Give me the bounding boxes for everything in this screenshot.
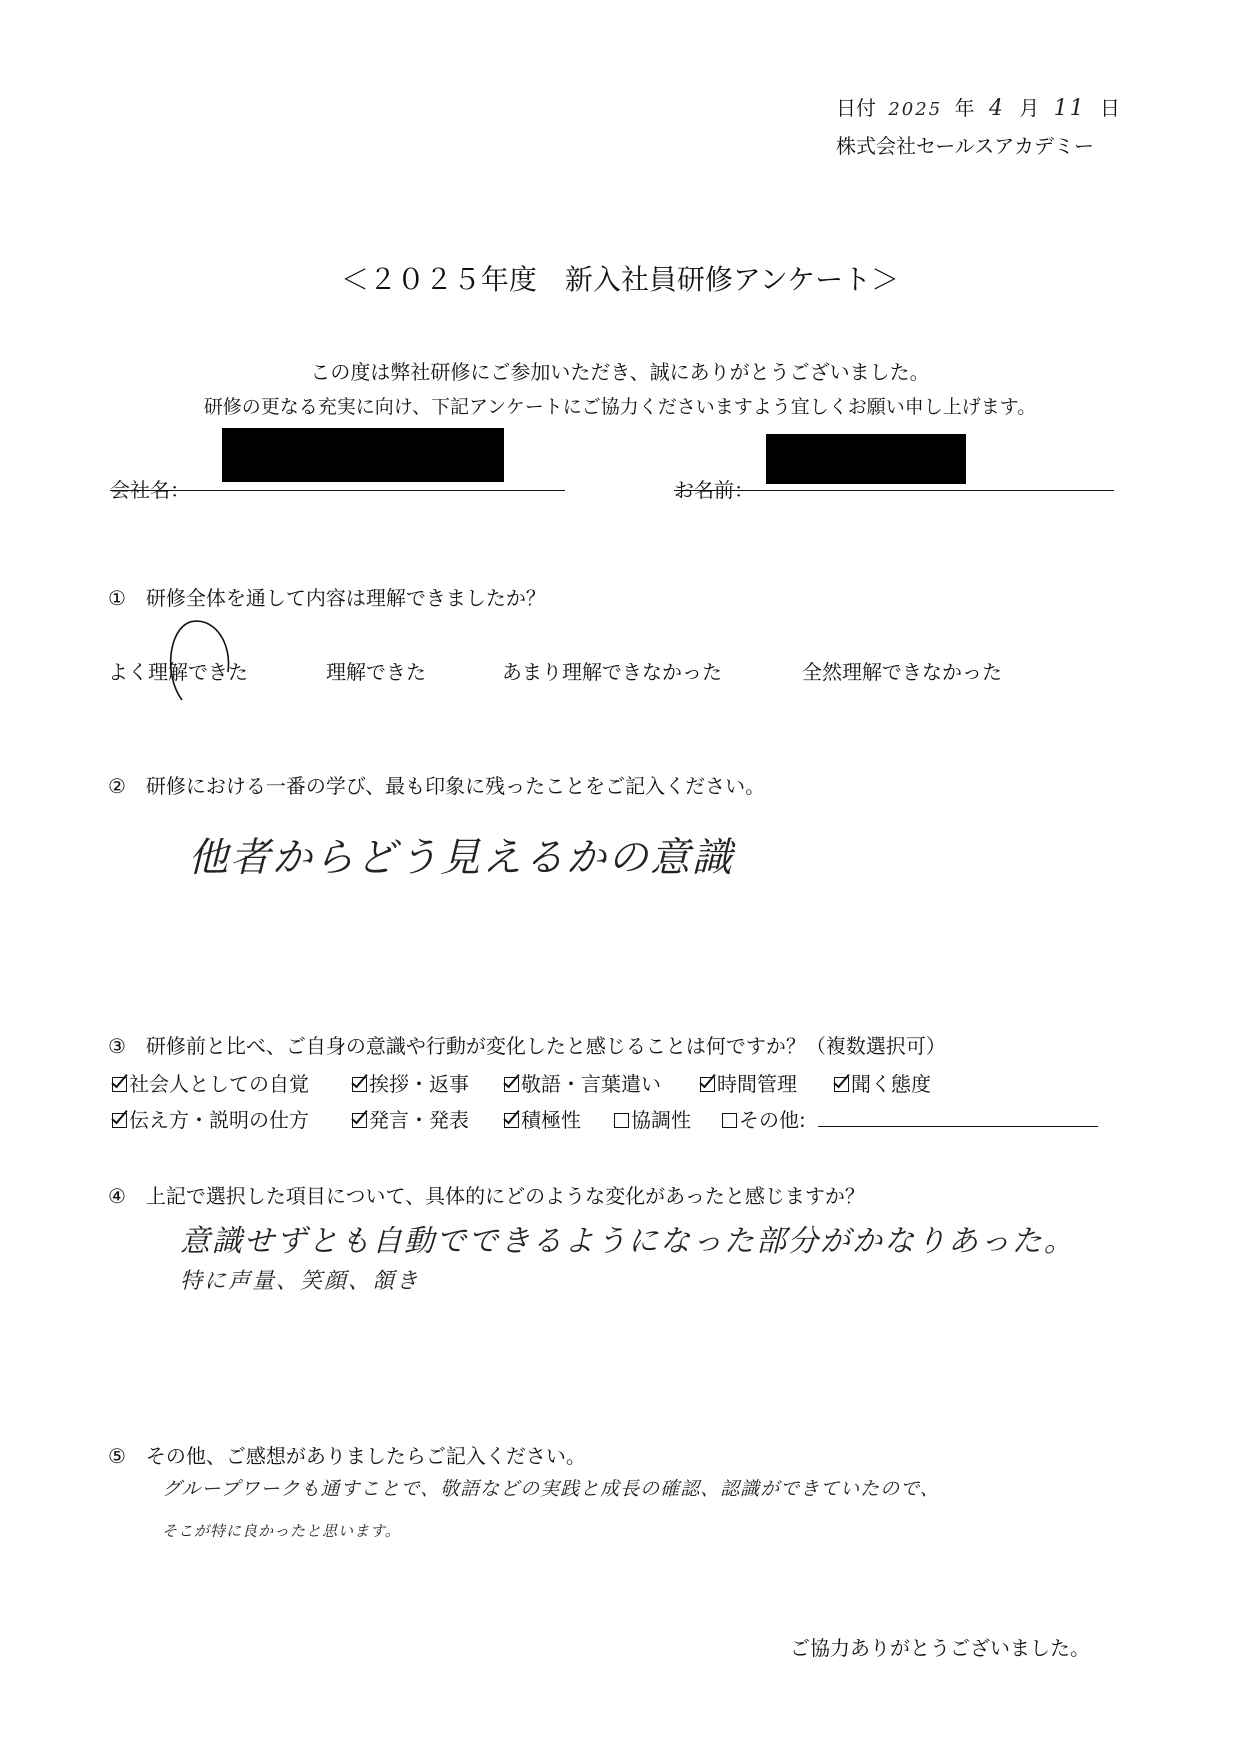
q4-answer-line-2: 特に声量、笑顔、頷き — [180, 1269, 421, 1294]
q5-question: ⑤ その他、ご感想がありましたらご記入ください。 — [108, 1444, 586, 1468]
q1-option-4[interactable]: 全然理解できなかった — [802, 660, 1002, 684]
q5-answer-line-1: グループワークも通すことで、敬語などの実践と成長の確認、認識ができていたので、 — [162, 1478, 940, 1500]
q3-other-underline — [818, 1126, 1098, 1127]
date-row — [836, 92, 1120, 121]
q1-question: ① 研修全体を通して内容は理解できましたか？ — [108, 586, 546, 610]
q4-answer-line-1: 意識せずとも自動でできるようになった部分がかなりあった。 — [180, 1224, 1076, 1259]
company-redaction — [222, 428, 504, 482]
intro-line-2: 研修の更なる充実に向け、下記アンケートにご協力くださいますよう宜しくお願い申し上げます。 — [203, 396, 1037, 418]
date-day: 11 — [1053, 96, 1086, 121]
company-name: 株式会社セールスアカデミー — [836, 134, 1094, 158]
q5-answer-line-2: そこが特に良かったと思います。 — [162, 1522, 401, 1540]
q2-answer: 他者からどう見えるかの意識 — [188, 835, 734, 881]
date-label: 日付 — [836, 96, 876, 120]
checkbox-icon — [504, 1077, 519, 1092]
name-field-underline — [674, 490, 1114, 491]
q4-question: ④ 上記で選択した項目について、具体的にどのような変化があったと感じますか？ — [108, 1184, 865, 1208]
q3-option-kiku[interactable]: 聞く態度 — [834, 1068, 931, 1097]
page-title: ＜２０２５年度 新入社員研修アンケート＞ — [340, 263, 900, 296]
q3-option-hatsugen[interactable]: 発言・発表 — [352, 1104, 469, 1133]
q3-option-tsutaekata[interactable]: 伝え方・説明の仕方 — [112, 1104, 309, 1133]
q2-question: ② 研修における一番の学び、最も印象に残ったことをご記入ください。 — [108, 774, 766, 798]
q3-option-shakaijin[interactable]: 社会人としての自覚 — [112, 1068, 309, 1097]
checkbox-icon — [700, 1077, 715, 1092]
intro-line-1: この度は弊社研修にご参加いただき、誠にありがとうございました。 — [310, 360, 930, 384]
q1-option-2[interactable]: 理解できた — [326, 660, 426, 684]
checkbox-icon — [504, 1113, 519, 1128]
q3-question: ③ 研修前と比べ、ご自身の意識や行動が変化したと感じることは何ですか？（複数選択可） — [108, 1034, 946, 1058]
checkbox-icon — [352, 1113, 367, 1128]
checkbox-icon — [112, 1077, 127, 1092]
date-month: 4 — [988, 96, 1005, 121]
day-label: 日 — [1099, 96, 1120, 120]
q1-option-3[interactable]: あまり理解できなかった — [502, 660, 722, 684]
checkbox-icon — [352, 1077, 367, 1092]
checkbox-icon — [722, 1113, 737, 1128]
checkbox-icon — [112, 1113, 127, 1128]
q3-option-kyouchou[interactable]: 協調性 — [614, 1104, 691, 1133]
q3-option-sekkyoku[interactable]: 積極性 — [504, 1104, 581, 1133]
checkbox-icon — [614, 1113, 629, 1128]
q3-option-keigo[interactable]: 敬語・言葉遣い — [504, 1068, 661, 1097]
q3-option-aisatsu[interactable]: 挨拶・返事 — [352, 1068, 469, 1097]
date-year: 2025 — [888, 99, 943, 120]
checkbox-icon — [834, 1077, 849, 1092]
q3-option-jikan[interactable]: 時間管理 — [700, 1068, 797, 1097]
q1-option-1[interactable]: よく理解できた — [108, 660, 248, 684]
name-field-label: お名前： — [674, 478, 754, 502]
month-label: 月 — [1019, 96, 1040, 120]
footer-thanks: ご協力ありがとうございました。 — [790, 1636, 1090, 1660]
company-field-label: 会社名： — [110, 478, 190, 502]
q3-option-sonota[interactable]: その他: — [722, 1104, 806, 1133]
q1-selection-circle — [160, 616, 240, 708]
name-redaction — [766, 434, 966, 484]
company-field-underline — [110, 490, 565, 491]
year-label: 年 — [954, 96, 975, 120]
